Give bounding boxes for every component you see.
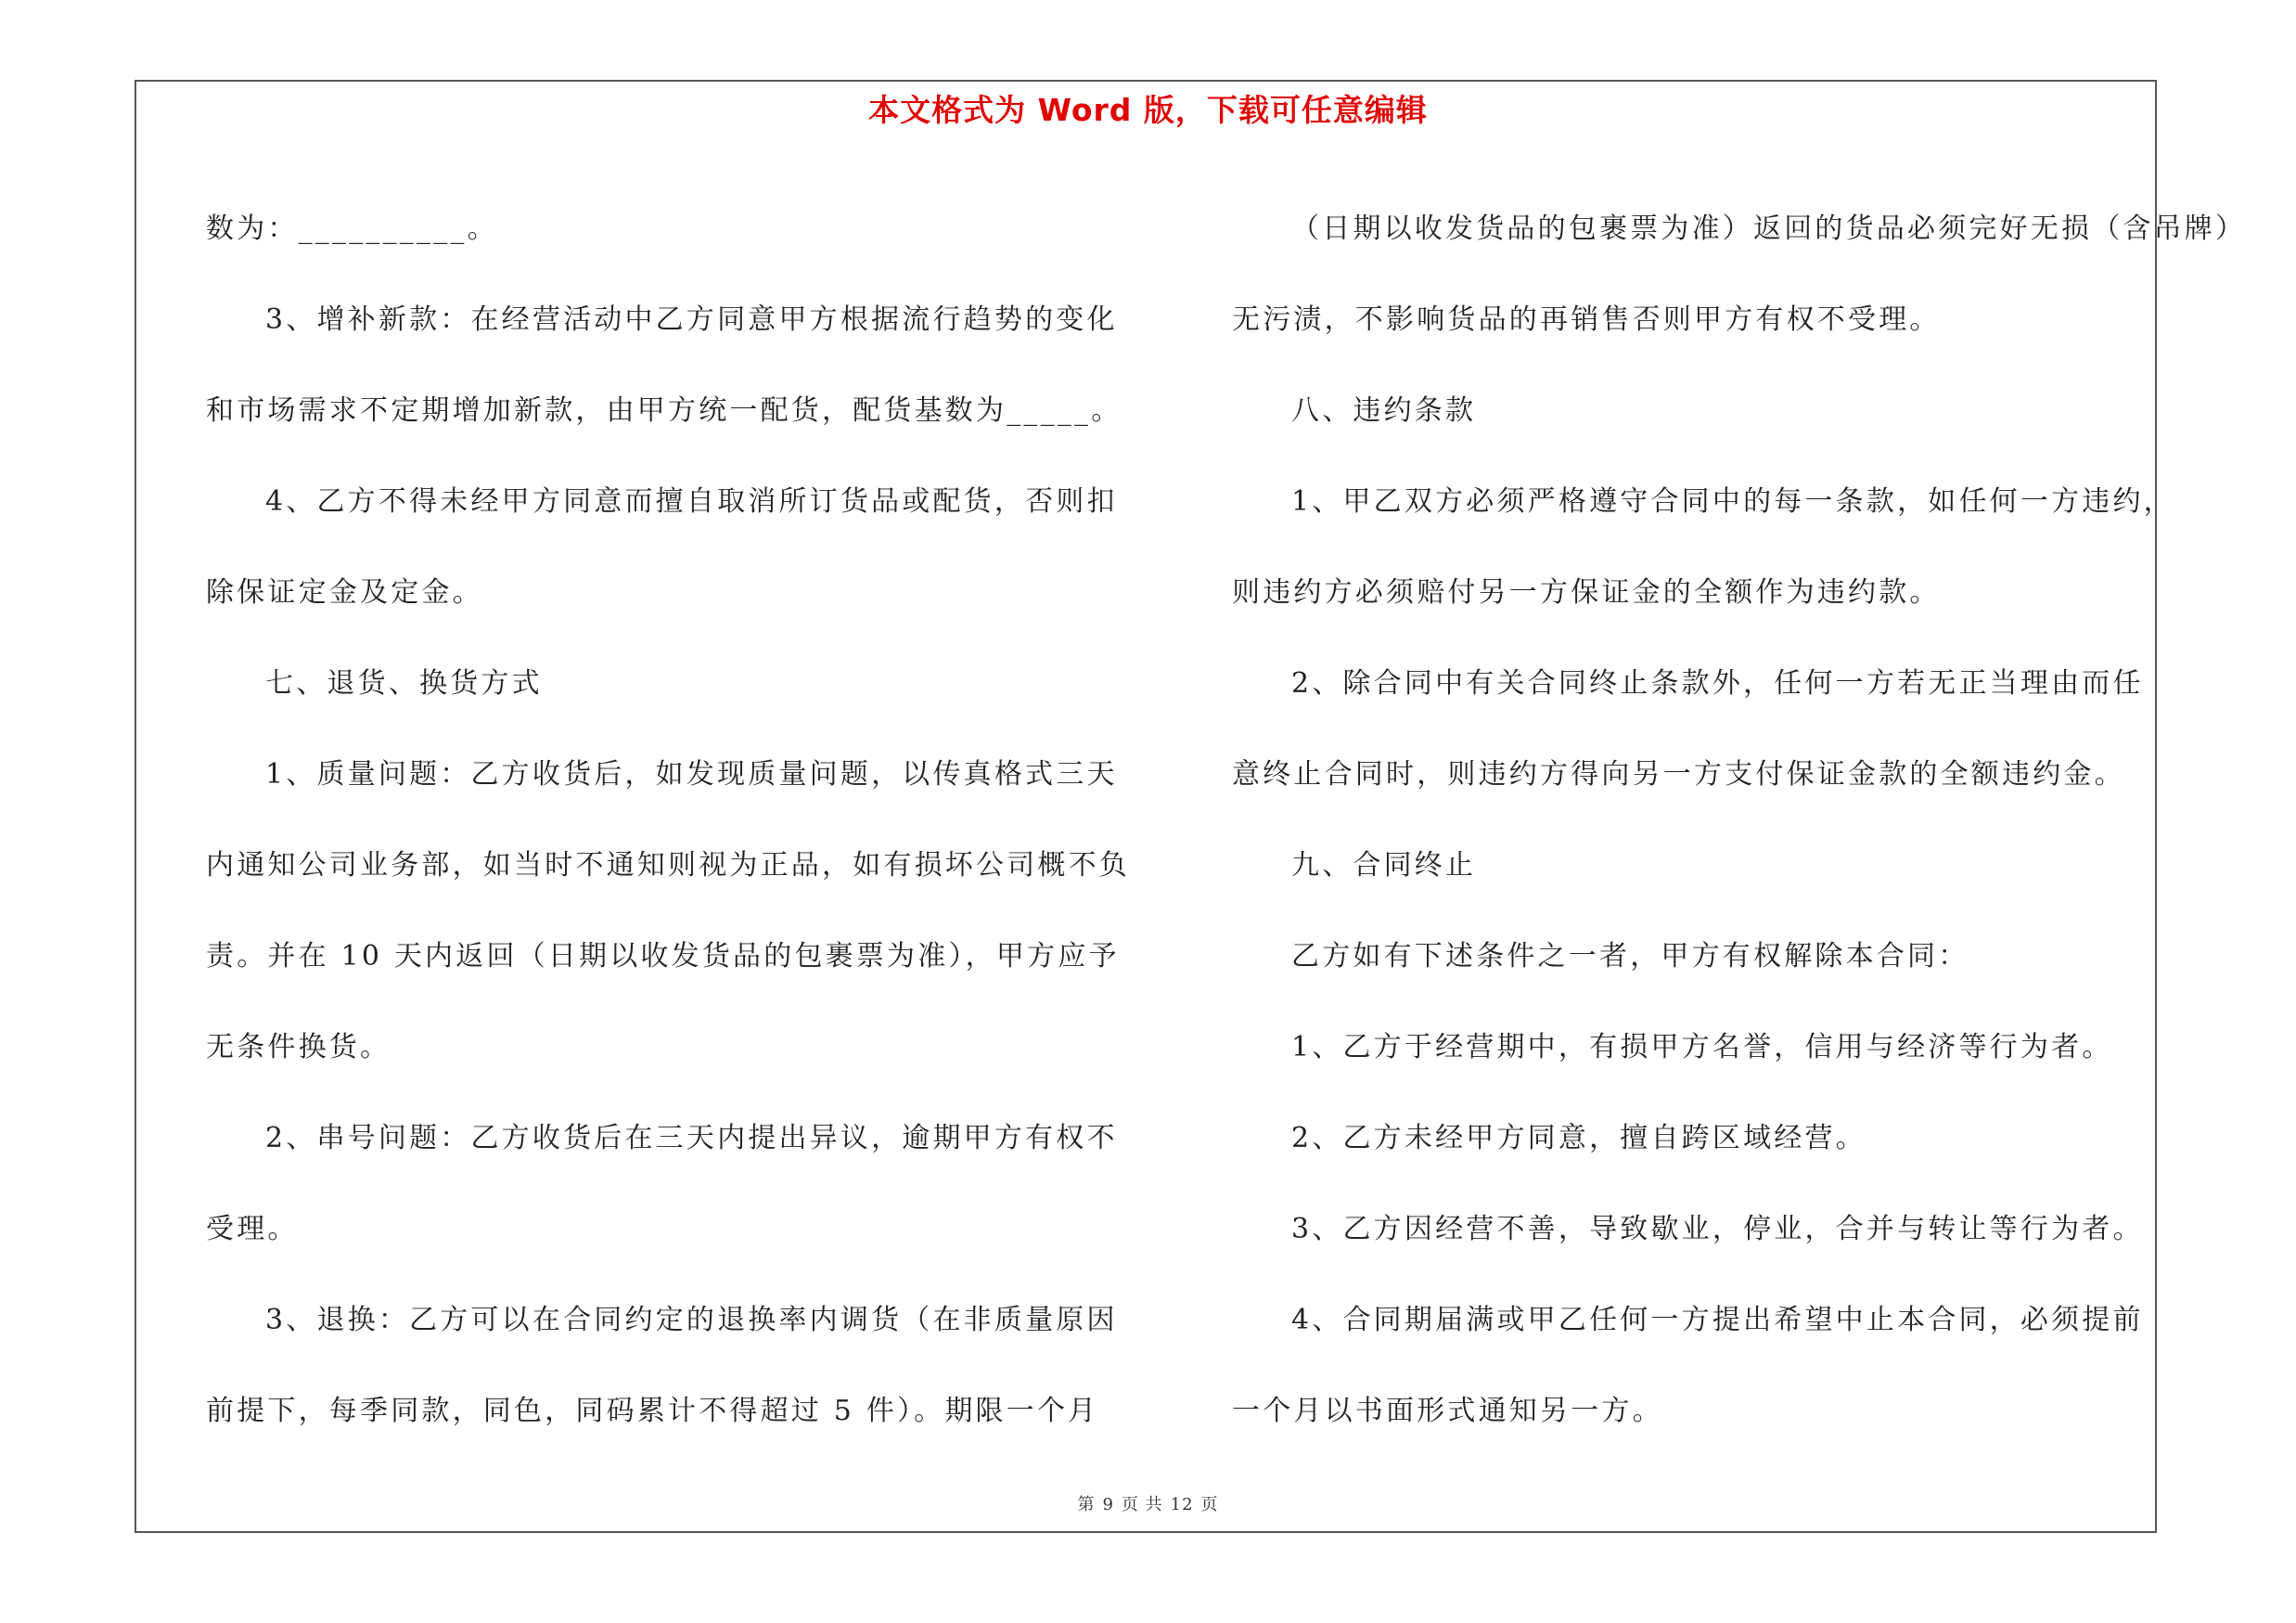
left-para-continuation: 数为：__________。 — [206, 213, 498, 245]
footer-page-total: 12 — [1170, 1495, 1194, 1514]
left-para-quality-cont-3: 无条件换货。 — [206, 1031, 391, 1063]
right-para-breach-1-cont: 则违约方必须赔付另一方保证金的全额作为违约款。 — [1232, 576, 1941, 609]
left-para-new-styles-cont: 和市场需求不定期增加新款，由甲方统一配货，配货基数为_____。 — [206, 394, 1122, 427]
right-para-termination-3: 3、乙方因经营不善，导致歇业，停业，合并与转让等行为者。 — [1291, 1213, 2144, 1245]
left-para-exchange: 3、退换：乙方可以在合同约定的退换率内调货（在非质量原因 — [265, 1304, 1118, 1336]
footer-prefix: 第 — [1077, 1495, 1096, 1514]
left-para-new-styles: 3、增补新款：在经营活动中乙方同意甲方根据流行趋势的变化 — [265, 303, 1118, 336]
footer-mid: 页 共 — [1121, 1495, 1163, 1514]
left-column — [206, 184, 1134, 1457]
left-para-serial: 2、串号问题：乙方收货后在三天内提出异议，逾期甲方有权不 — [265, 1122, 1118, 1154]
right-para-termination-1: 1、乙方于经营期中，有损甲方名誉，信用与经济等行为者。 — [1291, 1031, 2113, 1063]
right-para-breach-2-cont: 意终止合同时，则违约方得向另一方支付保证金款的全额违约金。 — [1232, 758, 2125, 791]
left-para-quality-cont-2: 责。并在 10 天内返回（日期以收发货品的包裹票为准），甲方应予 — [206, 940, 1120, 973]
left-para-no-cancel-cont: 除保证定金及定金。 — [206, 576, 483, 609]
left-para-no-cancel: 4、乙方不得未经甲方同意而擅自取消所订货品或配货，否则扣 — [265, 485, 1118, 518]
right-para-termination-intro: 乙方如有下述条件之一者，甲方有权解除本合同： — [1291, 940, 1969, 973]
right-para-termination-4: 4、合同期届满或甲乙任何一方提出希望中止本合同，必须提前 — [1291, 1304, 2144, 1336]
right-para-breach-1: 1、甲乙双方必须严格遵守合同中的每一条款，如任何一方违约， — [1291, 485, 2174, 518]
footer-page-number: 9 — [1102, 1495, 1114, 1514]
word-format-banner: 本文格式为 Word 版，下载可任意编辑 — [868, 92, 1428, 128]
right-column — [1232, 184, 2247, 1457]
left-para-quality-cont-1: 内通知公司业务部，如当时不通知则视为正品，如有损坏公司概不负 — [206, 849, 1130, 882]
right-para-exchange-cont: （日期以收发货品的包裹票为准）返回的货品必须完好无损（含吊牌） — [1291, 213, 2247, 245]
right-para-termination-2: 2、乙方未经甲方同意，擅自跨区域经营。 — [1291, 1122, 1866, 1154]
section-heading-breach: 八、违约条款 — [1291, 394, 1477, 427]
right-para-termination-4-cont: 一个月以书面形式通知另一方。 — [1232, 1395, 1663, 1427]
right-para-exchange-cont-2: 无污渍，不影响货品的再销售否则甲方有权不受理。 — [1232, 303, 1941, 336]
left-para-exchange-cont: 前提下，每季同款，同色，同码累计不得超过 5 件）。期限一个月 — [206, 1395, 1099, 1427]
left-para-quality: 1、质量问题：乙方收货后，如发现质量问题，以传真格式三天 — [265, 758, 1118, 791]
page-number-footer — [0, 1494, 2296, 1516]
section-heading-returns: 七、退货、换货方式 — [265, 667, 543, 700]
section-heading-termination: 九、合同终止 — [1291, 849, 1477, 882]
footer-suffix: 页 — [1200, 1495, 1219, 1514]
left-para-serial-cont: 受理。 — [206, 1213, 299, 1245]
right-para-breach-2: 2、除合同中有关合同终止条款外，任何一方若无正当理由而任 — [1291, 667, 2144, 700]
